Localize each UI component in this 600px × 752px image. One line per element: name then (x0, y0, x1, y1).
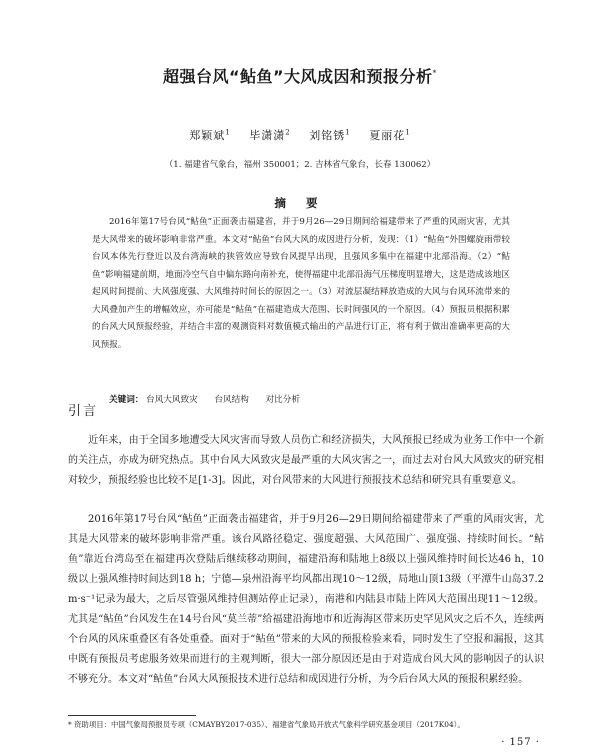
abstract-body (92, 214, 510, 354)
author: 刘铭锈$^1$ (309, 128, 351, 142)
footnote-divider (68, 715, 196, 716)
author: 夏丽花$^1$ (369, 128, 411, 142)
author: 郑颖斌$^1$ (189, 128, 231, 142)
keyword: 台风结构 (214, 395, 249, 405)
keyword: 台风大风致灾 (146, 395, 198, 405)
intro-paragraph: 近年来，由于全国多地遭受大风灾害而导致人员伤亡和经济损失，大风预报已经成为业务工作中一个新的关注点，亦成为研究热点。其中台风大风致灾是最严重的大风灾害之一，而过去对台风大风致灾的研究相对较少，预报经验也比较不足[1-3]。因此，对台风带来的大风进行预报技术总结和研究具有重要意义。 (68, 435, 544, 486)
intro-paragraph: 2016年第17号台风“鲇鱼”正面袭击福建省，并于9月26—29日期间给福建带来了严重的风雨灾害，尤其是大风带来的破坏影响非常严重。该台风路径稳定、强度超强、大风范围广、强度强、持续时间长。“鲇鱼”靠近台湾岛至在福建再次登陆后继续移动期间，福建沿海和陆地上8级以上强风维持时间长达46 h，10级以上强风维持时间达到18 h；宁德—泉州沿海平均风都出现10～12级，局地山顶13级（平潭牛山岛37.2 m·s⁻¹记录为最大，之后尽管强风维持但测站停止记录），南港和内陆县市陆上阵风大范围出现11～12级。尤其是“鲇鱼”台风发生在14号台风“莫兰蒂”给福建沿海地市和近海海区带来历史罕见风灾之后不久，连续两个台风的风床重叠区有各处重叠。面对于“鲇鱼”带来的大风的预报检验来看，同时发生了空报和漏报，这其中既有预报员考虑服务效果而进行的主观判断，很大一部分原因还是由于对造成台风大风的影响因子的认识不够充分。本文对“鲇鱼”台风大风预报技术进行总结和成因进行分析，为今后台风大风的预报积累经验。 (68, 514, 544, 685)
funding-footnote: * 资助项目：中国气象局预报员专项（CMAYBY2017-035）、福建省气象局开放式气象科学研究基金项目（2017K04）。 (68, 720, 465, 729)
keyword: 对比分析 (265, 395, 300, 405)
author: 毕潇潇$^2$ (249, 128, 291, 142)
abstract-text: 2016年第17号台风“鲇鱼”正面袭击福建省，并于9月26—29日期间给福建带来了严重的风雨灾害，尤其是大风带来的破坏影响非常严重。本文对“鲇鱼”台风大风的成因进行分析，发现：（1）“鲇鱼”外围螺旋雨带较台风本体先行登近以及台湾海峡的狭管效应导致台风提早出现，且强风多集中在福建中北部沿海。（2）“鲇鱼”影响福建前期，地面冷空气自中偏东路向南补充，使得福建中北部沿海气压梯度明显增大，这是造成该地区起风时间提前、大风强度强、大风维持时间长的原因之一。（3）对流层凝结释放造成的大风与台风环流带来的大风叠加产生的增幅效应，亦可能是“鲇鱼”在福建造成大范围、长时间强风的一个原因。（4）预报员根据积累的台风大风预报经验，并结合丰富的观测资料对数值模式输出的产品进行订正，将有利于做出准确率更高的大风预报。 (92, 217, 510, 350)
keywords (109, 393, 314, 407)
keywords-label: 关键词： (109, 395, 144, 405)
page-number: · 157 · (501, 737, 540, 748)
paper-title (0, 64, 600, 87)
title-footnote-mark: * (432, 68, 438, 78)
title-text: 超强台风“鲇鱼”大风成因和预报分析 (162, 67, 433, 86)
abstract-heading: 摘 要 (274, 196, 326, 210)
affiliation: （1. 福建省气象台，福州 350001；2. 吉林省气象台，长春 130062） (164, 160, 436, 170)
author-list (0, 127, 600, 143)
section-heading-intro: 引言 (68, 404, 99, 419)
